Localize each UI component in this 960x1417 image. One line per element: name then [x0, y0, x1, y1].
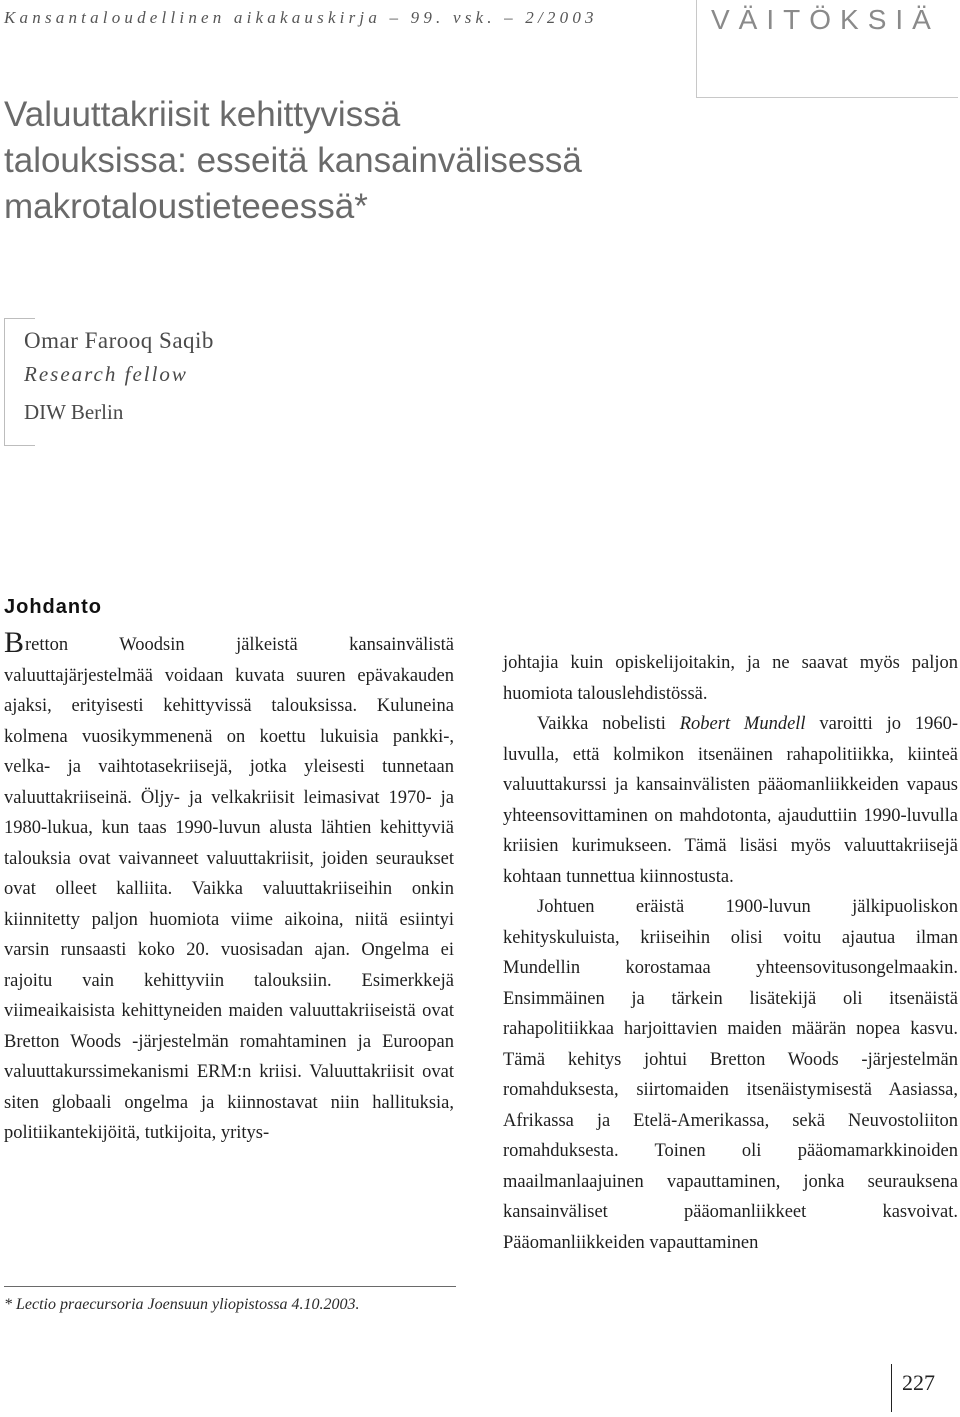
author-role: Research fellow	[24, 362, 188, 386]
article-title	[4, 92, 582, 230]
article-title-line: Valuuttakriisit kehittyvissä	[4, 95, 401, 134]
journal-header: Kansantaloudellinen aikakauskirja – 99. vsk. – 2/2003	[4, 8, 598, 27]
left-column	[4, 626, 454, 1149]
footnote: * Lectio praecursoria Joensuun yliopistossa 4.10.2003.	[4, 1296, 360, 1313]
footnote-divider	[4, 1286, 456, 1287]
person-name: Robert Mundell	[679, 714, 806, 734]
paragraph-text: Vaikka nobelisti	[537, 714, 680, 734]
author-affiliation: DIW Berlin	[24, 400, 124, 424]
article-title-line: talouksissa: esseitä kansainvälisessä	[4, 141, 582, 180]
article-title-line: makrotaloustieteeessä*	[4, 187, 368, 226]
author-name: Omar Farooq Saqib	[24, 328, 214, 353]
paragraph-text: johtajia kuin opiskelijoitakin, ja ne saavat myös paljon huomiota talouslehdistössä.	[503, 653, 958, 704]
section-label: VÄITÖKSIÄ	[711, 4, 940, 35]
page-number-divider	[891, 1364, 892, 1412]
section-heading: Johdanto	[4, 596, 102, 618]
body-paragraph	[4, 626, 454, 1149]
drop-cap: B	[4, 626, 25, 659]
right-column	[503, 648, 958, 1258]
body-paragraph	[503, 648, 958, 709]
page-number: 227	[902, 1370, 935, 1395]
paragraph-text: Johtuen eräistä 1900-luvun jälkipuoliskon kehityskuluista, kriiseihin olisi voitu ajautua ilman Mundellin korostamaa yhteensovitusongelmaakin. Ensimmäinen ja tärkein lisätekijä oli itsenäistä rahapolitiikkaa harjoittavien maiden määrän nopea kasvu. Tämä kehitys johtui Bretton Woods -järjestelmän romahduksesta, siirtomaiden itsenäistymisestä Aasiassa, Afrikassa ja Etelä-Amerikassa, sekä Neuvostoliiton romahduksesta. Toinen oli pääomamarkkinoiden maailmanlaajuinen vapauttaminen, jonka seurauksena kansainväliset pääomanliikkeet kasvoivat. Pääomanliikkeiden vapauttaminen	[503, 897, 958, 1253]
section-label-box	[696, 0, 958, 98]
paragraph-text: varoitti jo 1960-luvulla, että kolmikon itsenäinen rahapolitiikka, kiinteä valuuttakurssi ja kansainvälisten pääomanliikkeiden vapaus yhteensovittaminen on mahdotonta, ajauduttiin 1990-luvulla kriisien kurimukseen. Tämä lisäsi myös valuuttakriisejä kohtaan tunnettua kiinnostusta.	[503, 714, 958, 887]
body-paragraph	[503, 892, 958, 1258]
body-paragraph	[503, 709, 958, 892]
paragraph-text: retton Woodsin jälkeistä kansainvälistä valuuttajärjestelmää voidaan kuvata suuren epävakauden ajaksi, erityisesti kehittyvissä talouksissa. Kuluneina kolmena vuosikymmenenä on koettu lukuisia pankki-, velka- ja vaihtotasekriisejä, jotka yleisesti tunnetaan valuuttakriiseinä. Öljy- ja velkakriisit leimasivat 1970- ja 1980-lukua, kun taas 1990-luvun alusta lähtien kehittyviä talouksia ovat vaivanneet valuuttakriisit, joiden seuraukset ovat olleet kalliita. Vaikka valuuttakriiseihin onkin kiinnitetty paljon huomiota viime aikoina, niitä esiintyi varsin runsaasti koko 20. vuosisadan ajan. Ongelma ei rajoitu vain kehittyviin talouksiin. Esimerkkejä viimeaikaisista kehittyneiden maiden valuuttakriiseistä ovat Bretton Woods -järjestelmän romahtaminen ja Euroopan valuuttakurssimekanismi ERM:n kriisi. Valuuttakriisit ovat siten globaali ongelma ja kiinnostavat niin hallituksia, politiikantekijöitä, tutkijoita, yritys-	[4, 635, 454, 1143]
